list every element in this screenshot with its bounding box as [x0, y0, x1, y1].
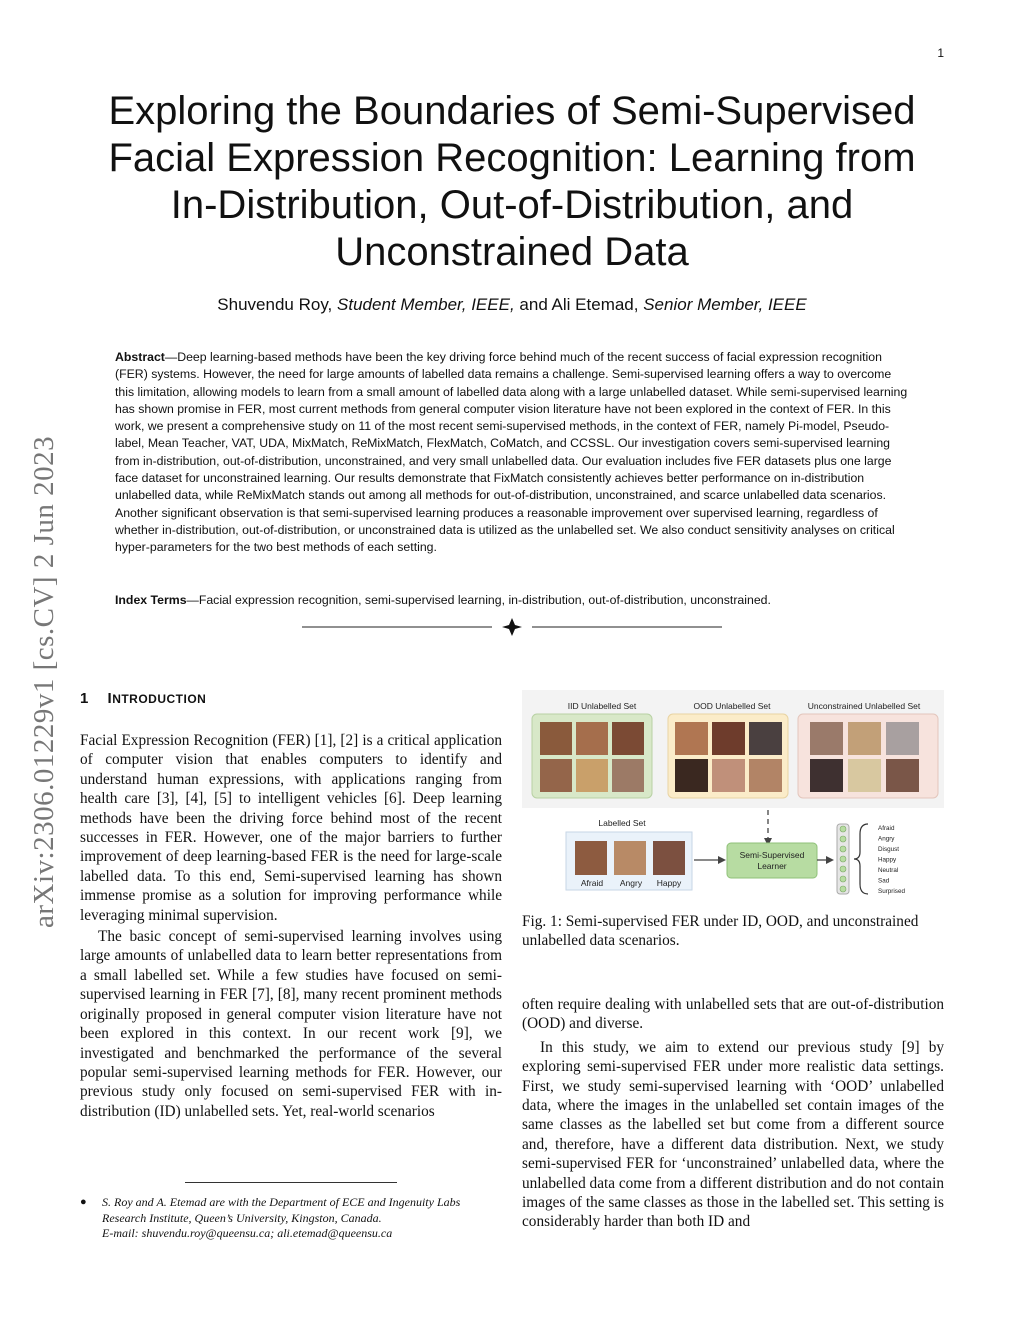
- footnote: [102, 1195, 502, 1242]
- arrow-head-icon: [826, 856, 834, 864]
- learner-label-line2: Learner: [757, 861, 787, 871]
- output-neuron: [840, 836, 846, 842]
- arxiv-stamp: arXiv:2306.01229v1 [cs.CV] 2 Jun 2023: [28, 435, 60, 928]
- iid-label: IID Unlabelled Set: [567, 701, 637, 711]
- arrow-head-icon: [718, 856, 726, 864]
- ood-label: OOD Unlabelled Set: [693, 701, 771, 711]
- intro-paragraph-3: often require dealing with unlabelled sets that are out-of-distribution (OOD) and diverse.: [522, 996, 944, 1033]
- author-1: Shuvendu Roy,: [217, 295, 333, 314]
- section-number: 1: [80, 690, 89, 707]
- face-image: [653, 841, 685, 875]
- section-title-initial: I: [107, 690, 113, 707]
- footnote-affiliation: S. Roy and A. Etemad are with the Department of ECE and Ingenuity Labs Research Institute, Queen’s University, Kingston, Canada.: [102, 1195, 461, 1225]
- unconstrained-label: Unconstrained Unlabelled Set: [807, 701, 921, 711]
- output-neuron: [840, 866, 846, 872]
- index-terms-label: Index Terms: [115, 593, 187, 607]
- output-class: Sad: [878, 877, 890, 885]
- index-terms-text: —Facial expression recognition, semi-supervised learning, in-distribution, out-of-distribution, unconstrained.: [186, 593, 771, 607]
- output-class: Neutral: [878, 867, 899, 874]
- face-image: [848, 759, 881, 792]
- face-image: [810, 722, 843, 755]
- section-divider: [300, 616, 724, 638]
- diamond-star-icon: [502, 618, 522, 636]
- output-class-list: [878, 825, 905, 895]
- intro-paragraph-4: In this study, we aim to extend our previous study [9] by exploring semi-supervised FER under more realistic data settings. First, we study semi-supervised learning with ‘OOD’ unlabelled data, where the images in the unlabelled set contain images of the same classes as the labelled set but come from a different source and, therefore, have a different data distribution. Next, we study semi-supervised FER for ‘unconstrained’ unlabelled data, where the unlabelled data come from a different distribution and do not contain images of the same classes as those in the labelled set. This setting is considerably harder than both ID and: [522, 1038, 944, 1231]
- output-class: Afraid: [878, 825, 895, 832]
- face-image: [675, 722, 708, 755]
- output-class: Happy: [878, 856, 897, 864]
- footnote-bullet: ●: [80, 1196, 87, 1208]
- figure-1: [522, 690, 944, 898]
- author-2-role: Senior Member, IEEE: [643, 295, 807, 314]
- abstract-text: —Deep learning-based methods have been the key driving force behind much of the recent success of facial expression recognition (FER) systems. However, the need for large amounts of labelled data remains a challenge. Semi-supervised learning offers a way to overcome this limitation, allowing models to learn from a small amount of labelled data along with a large unlabelled dataset. While semi-supervised learning has shown promise in FER, most current methods from general computer vision literature have not been explored in the context of FER. In this work, we present a comprehensive study on 11 of the most recent semi-supervised methods, in the context of FER, namely Pi-model, Pseudo-label, Mean Teacher, VAT, UDA, MixMatch, ReMixMatch, FlexMatch, CoMatch, and CCSSL. Our investigation covers semi-supervised learning from in-distribution, out-of-distribution, unconstrained, and very small unlabelled data. Our evaluation includes five FER datasets plus one large face dataset for unconstrained learning. Our results demonstrate that FixMatch consistently achieves better performance on in-distribution unlabelled data, while ReMixMatch stands out among all methods for out-of-distribution, unconstrained, and scarce unlabelled data scenarios. Another significant observation is that semi-supervised learning produces a reasonable improvement over supervised learning, regardless of whether in-distribution, out-of-distribution, or unconstrained data is utilized as the unlabelled set. We also conduct sensitivity analyses on critical hyper-parameters for the two best methods of each setting.: [115, 350, 908, 555]
- section-title-rest: NTRODUCTION: [112, 692, 207, 706]
- face-image: [576, 759, 608, 792]
- face-image: [540, 759, 572, 792]
- labelled-set-label: Labelled Set: [598, 818, 646, 828]
- labelled-class-angry: Angry: [619, 878, 643, 888]
- face-image: [749, 759, 782, 792]
- output-neuron: [840, 876, 846, 882]
- page-number: 1: [937, 46, 944, 60]
- output-neuron: [840, 826, 846, 832]
- output-class: Angry: [878, 835, 895, 843]
- footnote-rule: [185, 1182, 397, 1183]
- labelled-class-afraid: Afraid: [580, 878, 604, 888]
- face-image: [749, 722, 782, 755]
- output-class: Surprised: [878, 888, 905, 895]
- face-image: [810, 759, 843, 792]
- figure-caption: Fig. 1: Semi-supervised FER under ID, OOD, and unconstrained unlabelled data scenarios.: [522, 913, 919, 950]
- face-image: [712, 759, 745, 792]
- author-1-role: Student Member, IEEE,: [337, 295, 515, 314]
- author-2: and Ali Etemad,: [519, 295, 639, 314]
- face-image: [886, 722, 919, 755]
- face-image: [612, 722, 644, 755]
- output-neuron: [840, 846, 846, 852]
- output-neuron: [840, 886, 846, 892]
- face-image: [540, 722, 572, 755]
- abstract: [115, 349, 911, 557]
- abstract-label: Abstract: [115, 350, 165, 364]
- output-neuron: [840, 856, 846, 862]
- author-line: [80, 295, 944, 315]
- index-terms: [115, 593, 911, 607]
- face-image: [614, 841, 646, 875]
- output-class: Disgust: [878, 846, 899, 853]
- face-image: [675, 759, 708, 792]
- section-heading: [80, 690, 206, 707]
- face-image: [576, 722, 608, 755]
- right-column: [522, 995, 944, 1232]
- curly-brace-icon: [854, 824, 868, 894]
- footnote-email: E-mail: shuvendu.roy@queensu.ca; ali.etemad@queensu.ca: [102, 1226, 393, 1240]
- face-image: [612, 759, 644, 792]
- intro-paragraph-2: The basic concept of semi-supervised learning involves using large amounts of unlabelled data to learn better representations from a small labelled set. While a few studies have focused on semi-supervised learning in FER [7], [8], many recent prominent methods originally proposed in general computer vision literature have not been explored in this context. In our recent work [9], we investigated and benchmarked the performance of the several popular semi-supervised learning methods for FER. However, our previous study only focused on semi-supervised FER with in-distribution (ID) unlabelled sets. Yet, real-world scenarios: [80, 928, 502, 1120]
- paper-title: Exploring the Boundaries of Semi-Supervised Facial Expression Recognition: Learning from In-Distribution, Out-of-Distribution, and Unconstrained Data: [108, 89, 916, 274]
- face-image: [848, 722, 881, 755]
- labelled-class-happy: Happy: [656, 878, 682, 888]
- left-column: [80, 731, 502, 1121]
- intro-paragraph-1: Facial Expression Recognition (FER) [1], [2] is a critical application of computer vision that enables computers to identify and understand human expressions, with applications ranging from health care [3], [4], [5] to intelligent vehicles [6]. Deep learning methods have been the driving force behind most of the recent successes in FER. However, one of the major barriers to further improvement of deep learning-based FER is the need for large-scale labelled data. To this end, Semi-supervised learning has shown immense promise as a solution for improving performance while leveraging minimal supervision.: [80, 732, 502, 924]
- face-image: [575, 841, 607, 875]
- face-image: [886, 759, 919, 792]
- face-image: [712, 722, 745, 755]
- learner-label-line1: Semi-Supervised: [739, 850, 805, 860]
